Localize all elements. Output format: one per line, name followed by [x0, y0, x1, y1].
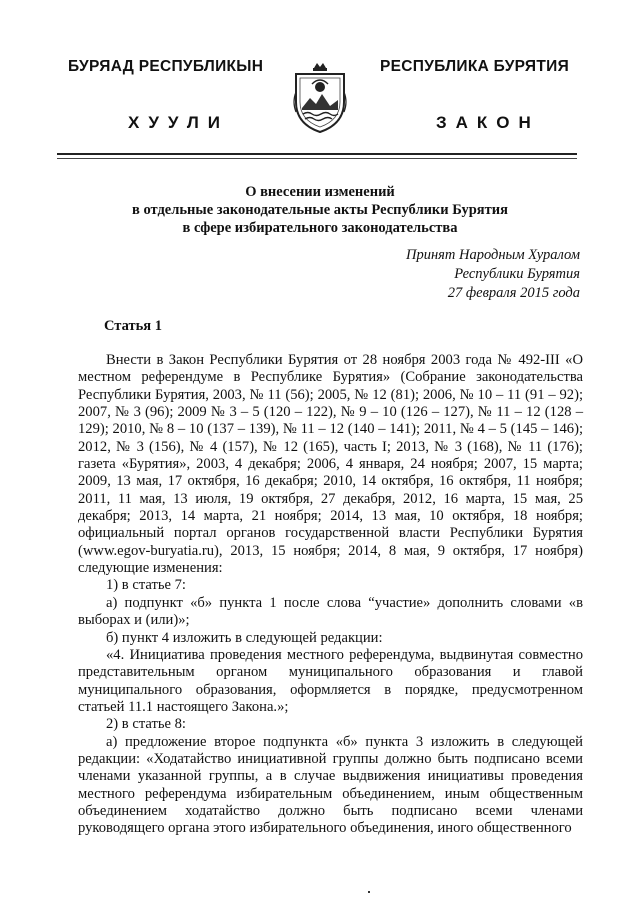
adoption-date: 27 февраля 2015 года [447, 285, 580, 301]
header-left-line1: БУРЯАД РЕСПУБЛИКЫН [68, 58, 264, 75]
header-divider-thin [57, 158, 577, 159]
article-body [78, 352, 583, 838]
adoption-note [406, 246, 580, 303]
paragraph: Внести в Закон Республики Бурятия от 28 ноября 2003 года № 492-III «О местном референдуме в Республике Бурятия» (Собрание законодательства Республики Бурятия, 2003, № 11 (56); 2005, № 12 (81); 2006, № 10 – 11 (91 – 92); 2007, № 3 (96); 2009 № 3 – 5 (120 – 122), № 9 – 10 (126 – 127), № 11 – 12 (128 – 129); 2010, № 8 – 10 (137 – 139), № 11 – 12 (140 – 141); 2011, № 4 – 5 (145 – 146); 2012, № 3 (156), № 4 (157), № 12 (165), часть I; 2013, № 3 (168), № 11 (176); газета «Бурятия», 2003, 4 декабря; 2006, 4 января, 24 ноября; 2007, 15 марта; 2009, 13 мая, 17 октября, 16 декабря; 2010, 14 октября, 16 октября, 11 ноября; 2011, 11 мая, 13 июля, 19 октября, 27 декабря, 2012, 16 марта, 15 мая, 25 декабря; 2013, 14 марта, 21 ноября; 2014, 13 мая, 10 октября, 18 ноября; официальный портал органов государственной власти Республики Бурятия (www.egov-buryatia.ru), 2013, 15 ноября; 2014, 8 мая, 9 октября, 17 ноября) следующие изменения: [78, 352, 583, 577]
adoption-line2: Республики Бурятия [454, 266, 580, 282]
header-left-line2: ХУУЛИ [128, 113, 229, 132]
scan-speck [368, 891, 370, 893]
header-divider [57, 153, 577, 155]
law-title-line3: в сфере избирательного законодательства [182, 220, 458, 236]
paragraph: 1) в статье 7: [106, 577, 186, 594]
paragraph: а) предложение второе подпункта «б» пункта 3 изложить в следующей редакции: «Ходатайство инициативной группы должно быть подписано всеми членами указанной группы, а в случае выдвижения инициативы проведения местного референдума избирательным объединением, иным общественным объединением ходатайство должно быть подписано всеми членами руководящего органа этого избирательного объединения, иного общественного [78, 733, 583, 837]
paragraph: а) подпункт «б» пункта 1 после слова “участие» дополнить словами «в выборах и (или)»; [78, 594, 583, 629]
header-right-line1: РЕСПУБЛИКА БУРЯТИЯ [380, 58, 570, 75]
paragraph: б) пункт 4 изложить в следующей редакции: [106, 629, 383, 646]
law-title [60, 183, 580, 237]
paragraph: 2) в статье 8: [106, 716, 186, 733]
article-heading: Статья 1 [104, 318, 162, 334]
paragraph: «4. Инициатива проведения местного референдума, выдвинутая совместно представительным органом муниципального образования и главой муниципального образования, оформляется в порядке, предусмотренном статьей 11.1 настоящего Закона.»; [78, 646, 583, 715]
coat-of-arms-icon [290, 62, 350, 134]
law-title-line1: О внесении изменений [245, 184, 395, 200]
law-title-line2: в отдельные законодательные акты Республики Бурятия [132, 202, 508, 218]
adoption-line1: Принят Народным Хуралом [405, 247, 580, 263]
header-right-line2: ЗАКОН [436, 113, 540, 132]
